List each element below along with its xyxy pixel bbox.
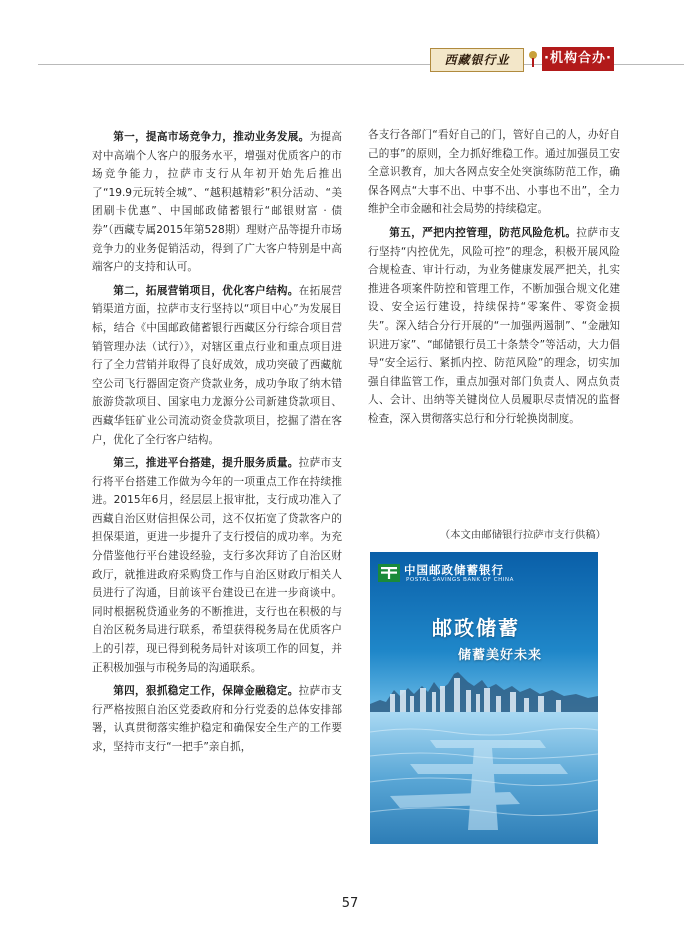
- paragraph-2-lead: 第二，拓展营销项目，优化客户结构。: [113, 284, 299, 297]
- postal-logo-icon: [378, 564, 400, 582]
- right-column: [368, 126, 620, 434]
- postal-bank-advertisement: [370, 552, 598, 844]
- ad-bank-name-english: POSTAL SAVINGS BANK OF CHINA: [406, 577, 514, 583]
- ad-slogan-main: 邮政储蓄: [432, 616, 520, 640]
- sea-logo-image: [370, 712, 598, 844]
- paragraph-4: [92, 682, 342, 756]
- paragraph-6-lead: 第五，严把内控管理，防范风险危机。: [389, 226, 577, 239]
- paragraph-5: [368, 126, 620, 219]
- paragraph-3-text: 拉萨市支行将平台搭建工作做为今年的一项重点工作在持续推进。2015年6月，经层层上报审批，支行成功准入了西藏自治区财信担保公司，这不仅拓宽了贷款客户的担保渠道，更进一步提升了支行授信的成功率。为充分借鉴他行平台建设经验，支行多次拜访了自治区财政厅，就推进政府采购贷工作与自治区财政厅相关人员进行了沟通，目前该平台建设已在进一步商谈中。同时根据税贷通业务的不断推进，支行也在积极的与自治区税务局进行联系，希望获得税务局在优质客户上的引荐，现已得到税务局针对该项工作的回复，并正积极加强与市税务局的沟通联系。: [92, 457, 342, 674]
- left-column: [92, 128, 342, 762]
- paragraph-1-lead: 第一，提高市场竞争力，推动业务发展。: [113, 131, 310, 143]
- ad-bank-name: 中国邮政储蓄银行: [404, 563, 504, 577]
- section-header: [430, 44, 610, 74]
- article-credit: （本文由邮储银行拉萨市支行供稿）: [439, 529, 606, 541]
- paragraph-3-lead: 第三，推进平台搭建，提升服务质量。: [113, 457, 299, 470]
- paragraph-4-lead: 第四，狠抓稳定工作，保障金融稳定。: [113, 685, 299, 698]
- paragraph-1-text: 为提高对中高端个人客户的服务水平，增强对优质客户的市场竞争能力，拉萨市支行从年初开始先后推出了“19.9元玩转全城”、“越积越精彩”积分活动、“美团刷卡优惠”、中国邮政储蓄银行“邮银财富 · 债券”（西藏专属2015年第528期）理财产品等提升市场竞争力的业务促销活动，得到了广大客户特别是中高端客户的支持和认可。: [92, 131, 343, 274]
- ad-slogan-sub: 储蓄美好未来: [458, 648, 543, 663]
- paragraph-2-text: 在拓展营销渠道方面，拉萨市支行坚持以“项目中心”为发展目标，结合《中国邮政储蓄银行西藏区分行综合项目营销管理办法（试行）》，对辖区重点行业和重点项目进行了全力营销并取得了良好成效，成功突破了西藏航空公司飞行器固定资产贷款业务，成功争取了纳木错旅游贷款项目、国家电力龙源分公司新建贷款项目、西藏华钰矿业公司流动资金贷款项目，挖掘了潜在客户，优化了全行客户结构。: [92, 284, 342, 446]
- ornament-icon: [526, 50, 540, 68]
- paragraph-3: [92, 454, 342, 677]
- paragraph-6: [368, 224, 620, 429]
- paragraph-2: [92, 282, 342, 449]
- magazine-brand: 西藏银行业: [430, 48, 524, 72]
- section-label: ·机构合办·: [542, 47, 614, 71]
- paragraph-4-text: 拉萨市支行严格按照自治区党委政府和分行党委的总体安排部署，认真贯彻落实维护稳定和确保安全生产的工作要求，坚持市支行“一把手”亲自抓，: [92, 685, 342, 753]
- page-number: 57: [341, 896, 359, 911]
- paragraph-1: [92, 128, 342, 277]
- city-skyline-image: [370, 660, 598, 720]
- paragraph-6-text: 拉萨市支行坚持“内控优先，风险可控”的理念，积极开展风险合规检查、审计行动，为业务健康发展严把关，扎实推进各项案件防控和管理工作，不断加强合规文化建设、安全运行建设，持续保持“零案件、零资金损失”。深入结合分行开展的“一加强两遏制”、“金融知识进万家”、“邮储银行员工十条禁令”等活动，大力倡导“安全运行、紧抓内控、防范风险”的理念，切实加强自律监管工作，重点加强对部门负责人、网点负责人、会计、出纳等关键岗位人员履职尽责情况的监督检查，深入贯彻落实总行和分行轮换岗制度。: [368, 226, 621, 425]
- paragraph-5-text: 各支行各部门“看好自己的门，管好自己的人，办好自己的事”的原则，全力抓好维稳工作。通过加强员工安全意识教育，加大各网点安全处突演练防范工作，确保各网点“大事不出、中事不出、小事也不出”，全力维护全市金融和社会局势的持续稳定。: [368, 129, 620, 216]
